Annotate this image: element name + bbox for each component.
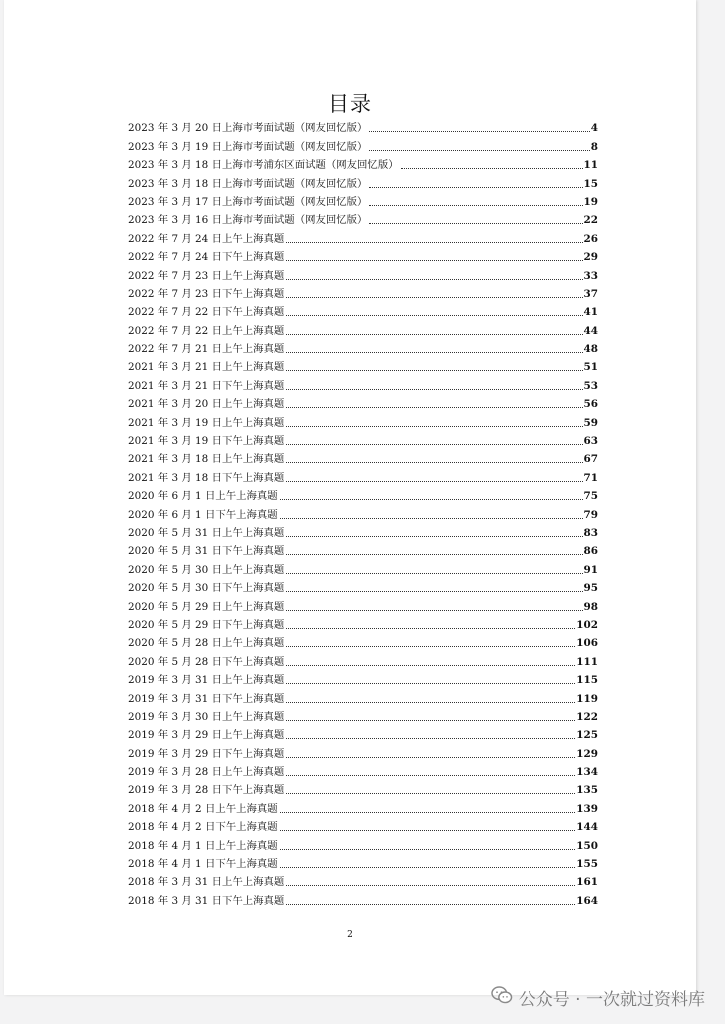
toc-entry-page: 51: [583, 361, 598, 374]
toc-entry: [128, 649, 598, 667]
toc-entry: [128, 631, 598, 649]
toc-entry: [128, 502, 598, 520]
toc-entry-title: 2018 年 4 月 2 日上午上海真题: [128, 802, 278, 815]
dot-leader: [286, 720, 575, 721]
dot-leader: [286, 610, 582, 611]
toc-entry-title: 2023 年 3 月 18 日上海市考浦东区面试题（网友回忆版）: [128, 159, 399, 172]
toc-entry-title: 2019 年 3 月 28 日下午上海真题: [128, 784, 285, 797]
toc-entry-page: 91: [583, 563, 598, 576]
toc-entry-page: 106: [576, 637, 598, 650]
toc-entry-title: 2020 年 5 月 28 日上午上海真题: [128, 637, 285, 650]
toc-entry-title: 2020 年 5 月 28 日下午上海真题: [128, 655, 285, 668]
toc-entry: [128, 576, 598, 594]
toc-entry: [128, 318, 598, 336]
toc-entry-title: 2019 年 3 月 29 日上午上海真题: [128, 729, 285, 742]
toc-entry-page: 164: [576, 894, 598, 907]
toc-entry-page: 86: [583, 545, 598, 558]
toc-entry-page: 95: [583, 582, 598, 595]
toc-entry-title: 2022 年 7 月 23 日下午上海真题: [128, 287, 285, 300]
dot-leader: [369, 131, 589, 132]
toc-entry-title: 2020 年 5 月 31 日下午上海真题: [128, 545, 285, 558]
toc-entry-title: 2021 年 3 月 18 日下午上海真题: [128, 471, 285, 484]
toc-entry-page: 75: [583, 490, 598, 503]
toc-entry-title: 2020 年 6 月 1 日下午上海真题: [128, 508, 278, 521]
toc-entry-title: 2019 年 3 月 29 日下午上海真题: [128, 747, 285, 760]
toc-entry: [128, 668, 598, 686]
toc-entry-page: 4: [590, 122, 598, 135]
dot-leader: [286, 536, 582, 537]
dot-leader: [280, 499, 583, 500]
toc-entry: [128, 410, 598, 428]
toc-entry-page: 22: [583, 214, 598, 227]
toc-entry: [128, 355, 598, 373]
toc-entry-title: 2018 年 3 月 31 日上午上海真题: [128, 876, 285, 889]
toc-entry-page: 29: [583, 251, 598, 264]
toc-entry-title: 2023 年 3 月 18 日上海市考面试题（网友回忆版）: [128, 177, 368, 190]
toc-entry-page: 48: [583, 343, 598, 356]
toc-entry: [128, 723, 598, 741]
toc-entry-title: 2020 年 5 月 29 日上午上海真题: [128, 600, 285, 613]
dot-leader: [286, 646, 575, 647]
toc-entry: [128, 282, 598, 300]
toc-entry-page: 37: [583, 287, 598, 300]
dot-leader: [286, 242, 582, 243]
toc-entry-title: 2021 年 3 月 21 日下午上海真题: [128, 379, 285, 392]
toc-entry-page: 63: [583, 435, 598, 448]
dot-leader: [280, 812, 576, 813]
toc-entry-page: 155: [576, 858, 598, 871]
dot-leader: [369, 223, 582, 224]
toc-entry-page: 26: [583, 232, 598, 245]
toc-entry: [128, 705, 598, 723]
toc-entry-page: 41: [583, 306, 598, 319]
toc-entry-page: 56: [583, 398, 598, 411]
toc-entry: [128, 852, 598, 870]
toc-entry: [128, 190, 598, 208]
toc-entry-page: 150: [576, 839, 598, 852]
toc-entry-title: 2022 年 7 月 21 日上午上海真题: [128, 343, 285, 356]
watermark-text: 公众号 · 一次就过资料库: [518, 990, 705, 1010]
dot-leader: [369, 205, 582, 206]
toc-entry-title: 2022 年 7 月 22 日下午上海真题: [128, 306, 285, 319]
toc-entry-page: 144: [576, 821, 598, 834]
dot-leader: [286, 793, 575, 794]
toc-title: 目录: [328, 92, 372, 116]
dot-leader: [286, 591, 582, 592]
dot-leader: [286, 426, 582, 427]
toc-entry-page: 119: [576, 692, 598, 705]
dot-leader: [286, 573, 582, 574]
toc-entry: [128, 208, 598, 226]
dot-leader: [286, 315, 582, 316]
toc-entry: [128, 686, 598, 704]
toc-entry: [128, 760, 598, 778]
toc-entry: [128, 337, 598, 355]
dot-leader: [286, 444, 582, 445]
toc-entry-page: 139: [576, 802, 598, 815]
dot-leader: [286, 462, 582, 463]
dot-leader: [369, 187, 582, 188]
toc-entry-title: 2022 年 7 月 24 日下午上海真题: [128, 251, 285, 264]
toc-entry-page: 102: [576, 618, 598, 631]
toc-entry: [128, 153, 598, 171]
toc-entry: [128, 116, 598, 134]
toc-list: [128, 116, 598, 907]
dot-leader: [280, 830, 576, 831]
toc-entry-title: 2019 年 3 月 28 日上午上海真题: [128, 766, 285, 779]
toc-entry-title: 2020 年 6 月 1 日上午上海真题: [128, 490, 278, 503]
dot-leader: [286, 352, 582, 353]
toc-entry-page: 59: [583, 416, 598, 429]
page-number: 2: [347, 930, 353, 940]
toc-entry: [128, 373, 598, 391]
toc-entry-page: 134: [576, 766, 598, 779]
dot-leader: [286, 279, 582, 280]
toc-entry-page: 71: [583, 471, 598, 484]
toc-entry-title: 2021 年 3 月 19 日下午上海真题: [128, 435, 285, 448]
dot-leader: [280, 518, 583, 519]
toc-entry: [128, 392, 598, 410]
toc-entry: [128, 796, 598, 814]
toc-entry-page: 53: [583, 379, 598, 392]
dot-leader: [401, 168, 583, 169]
toc-entry-title: 2023 年 3 月 17 日上海市考面试题（网友回忆版）: [128, 195, 368, 208]
toc-entry: [128, 263, 598, 281]
toc-entry: [128, 465, 598, 483]
dot-leader: [286, 702, 575, 703]
toc-entry-title: 2023 年 3 月 19 日上海市考面试题（网友回忆版）: [128, 140, 368, 153]
toc-entry-title: 2022 年 7 月 22 日上午上海真题: [128, 324, 285, 337]
toc-entry-page: 67: [583, 453, 598, 466]
toc-entry-title: 2023 年 3 月 16 日上海市考面试题（网友回忆版）: [128, 214, 368, 227]
watermark: [491, 985, 705, 1010]
toc-entry: [128, 870, 598, 888]
document-page: [4, 0, 696, 995]
dot-leader: [286, 407, 582, 408]
toc-entry-title: 2019 年 3 月 31 日下午上海真题: [128, 692, 285, 705]
toc-entry: [128, 833, 598, 851]
toc-entry-title: 2021 年 3 月 20 日上午上海真题: [128, 398, 285, 411]
toc-entry-page: 83: [583, 526, 598, 539]
toc-entry-title: 2023 年 3 月 20 日上海市考面试题（网友回忆版）: [128, 122, 368, 135]
dot-leader: [286, 628, 575, 629]
toc-entry: [128, 521, 598, 539]
toc-entry-title: 2018 年 3 月 31 日下午上海真题: [128, 894, 285, 907]
toc-entry-page: 33: [583, 269, 598, 282]
toc-entry-title: 2020 年 5 月 30 日下午上海真题: [128, 582, 285, 595]
toc-entry-page: 98: [583, 600, 598, 613]
toc-entry-title: 2021 年 3 月 19 日上午上海真题: [128, 416, 285, 429]
toc-entry-title: 2021 年 3 月 18 日上午上海真题: [128, 453, 285, 466]
toc-entry-page: 161: [576, 876, 598, 889]
toc-entry: [128, 815, 598, 833]
dot-leader: [286, 297, 582, 298]
toc-entry-title: 2022 年 7 月 23 日上午上海真题: [128, 269, 285, 282]
toc-entry: [128, 741, 598, 759]
toc-entry-page: 79: [583, 508, 598, 521]
dot-leader: [286, 260, 582, 261]
dot-leader: [286, 554, 582, 555]
toc-entry-page: 129: [576, 747, 598, 760]
dot-leader: [280, 867, 576, 868]
toc-entry: [128, 888, 598, 906]
toc-entry: [128, 613, 598, 631]
dot-leader: [286, 775, 575, 776]
toc-entry: [128, 539, 598, 557]
dot-leader: [286, 683, 575, 684]
toc-entry-page: 11: [583, 159, 598, 172]
dot-leader: [286, 757, 575, 758]
toc-entry: [128, 778, 598, 796]
toc-entry-page: 122: [576, 710, 598, 723]
toc-entry: [128, 594, 598, 612]
dot-leader: [280, 849, 576, 850]
toc-entry-title: 2018 年 4 月 1 日下午上海真题: [128, 858, 278, 871]
dot-leader: [286, 370, 582, 371]
toc-entry-title: 2020 年 5 月 30 日上午上海真题: [128, 563, 285, 576]
toc-entry-title: 2020 年 5 月 31 日上午上海真题: [128, 526, 285, 539]
toc-entry: [128, 134, 598, 152]
toc-entry-title: 2019 年 3 月 31 日上午上海真题: [128, 674, 285, 687]
toc-entry-page: 15: [583, 177, 598, 190]
toc-entry: [128, 171, 598, 189]
toc-entry-page: 8: [590, 140, 598, 153]
toc-entry: [128, 245, 598, 263]
toc-entry: [128, 300, 598, 318]
dot-leader: [286, 665, 575, 666]
toc-entry: [128, 447, 598, 465]
toc-entry: [128, 226, 598, 244]
toc-entry-title: 2019 年 3 月 30 日上午上海真题: [128, 710, 285, 723]
toc-entry: [128, 429, 598, 447]
toc-entry-title: 2018 年 4 月 1 日上午上海真题: [128, 839, 278, 852]
toc-entry-title: 2020 年 5 月 29 日下午上海真题: [128, 618, 285, 631]
toc-entry-page: 19: [583, 195, 598, 208]
toc-entry-title: 2022 年 7 月 24 日上午上海真题: [128, 232, 285, 245]
toc-entry-page: 44: [583, 324, 598, 337]
dot-leader: [286, 885, 575, 886]
toc-entry-page: 115: [576, 674, 598, 687]
toc-entry-page: 135: [576, 784, 598, 797]
dot-leader: [286, 481, 582, 482]
dot-leader: [286, 334, 582, 335]
dot-leader: [286, 738, 575, 739]
toc-entry-title: 2021 年 3 月 21 日上午上海真题: [128, 361, 285, 374]
toc-entry-page: 125: [576, 729, 598, 742]
dot-leader: [369, 150, 589, 151]
dot-leader: [286, 904, 575, 905]
wechat-icon: [491, 985, 513, 1010]
toc-entry-page: 111: [576, 655, 598, 668]
toc-entry: [128, 557, 598, 575]
toc-entry: [128, 484, 598, 502]
dot-leader: [286, 389, 582, 390]
toc-entry-title: 2018 年 4 月 2 日下午上海真题: [128, 821, 278, 834]
